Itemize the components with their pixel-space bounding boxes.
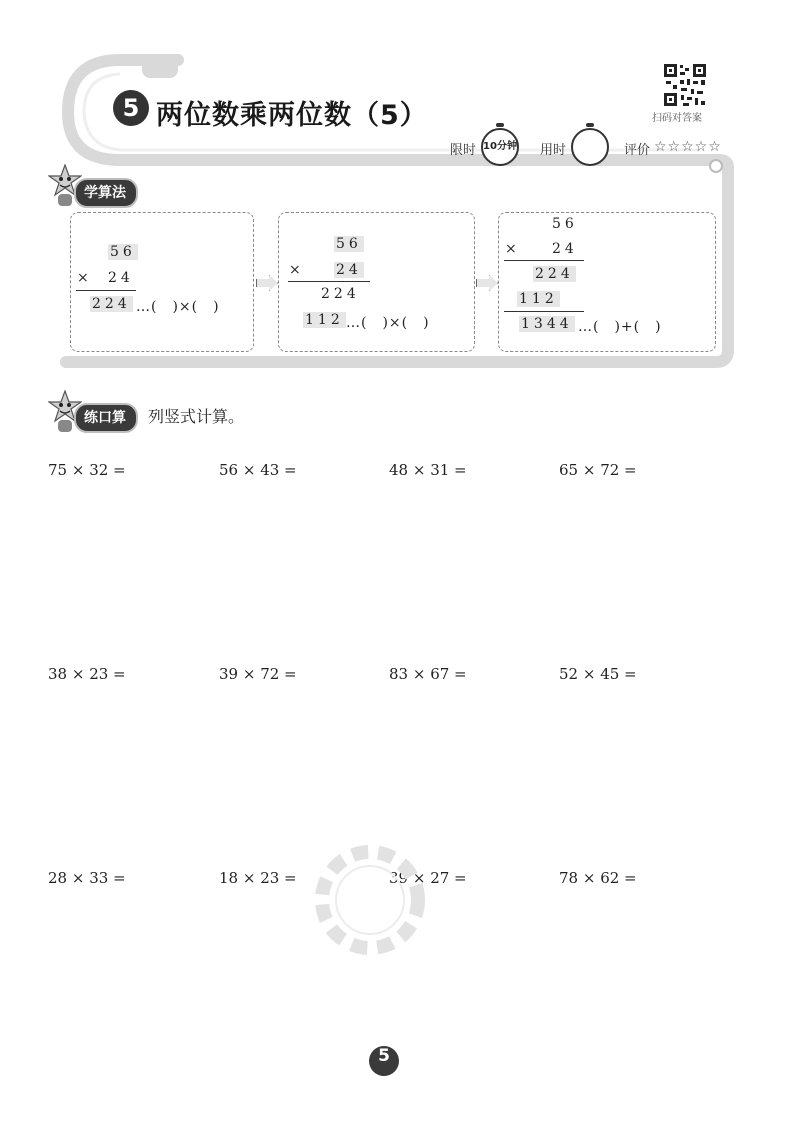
fill-blank-2[interactable]: …( )×( ) <box>346 315 430 331</box>
page-number: 5 <box>369 1046 399 1076</box>
problem-9[interactable]: 28 × 33 = <box>48 869 126 887</box>
watermark-stamp <box>300 830 440 970</box>
times-sign: × <box>289 262 305 278</box>
time-limit-clock: 10分钟 <box>481 128 519 166</box>
problem-5[interactable]: 38 × 23 = <box>48 665 126 683</box>
sum-line <box>76 290 136 291</box>
section-badge-practice: 练口算 <box>74 403 138 433</box>
product-1344: 1344 <box>521 316 573 332</box>
partial-product-112: 112 <box>519 291 558 307</box>
lesson-number-badge: 5 <box>113 90 149 126</box>
sum-line <box>504 260 584 261</box>
partial-product-224: 224 <box>535 266 574 282</box>
times-sign: × <box>77 270 93 286</box>
problem-6[interactable]: 39 × 72 = <box>219 665 297 683</box>
page-title: 两位数乘两位数（5） <box>156 100 428 131</box>
multiplier: 24 <box>552 241 578 257</box>
rating-label: 评价 <box>624 143 651 158</box>
sum-line <box>504 311 584 312</box>
problem-2[interactable]: 56 × 43 = <box>219 461 297 479</box>
problem-4[interactable]: 65 × 72 = <box>559 461 637 479</box>
problem-8[interactable]: 52 × 45 = <box>559 665 637 683</box>
problem-12[interactable]: 78 × 62 = <box>559 869 637 887</box>
time-limit-label: 限时 <box>450 143 477 158</box>
partial-product-112: 112 <box>305 312 344 328</box>
sum-line <box>288 281 370 282</box>
problem-10[interactable]: 18 × 23 = <box>219 869 297 887</box>
problem-1[interactable]: 75 × 32 = <box>48 461 126 479</box>
section-badge-learn: 学算法 <box>74 178 138 208</box>
multiplicand: 56 <box>110 244 136 260</box>
method-box-step1 <box>70 212 254 352</box>
fill-blank-3[interactable]: …( )+( ) <box>578 319 662 335</box>
problem-3[interactable]: 48 × 31 = <box>389 461 467 479</box>
multiplier: 24 <box>336 262 362 278</box>
instruction-text: 列竖式计算。 <box>148 407 245 426</box>
multiplier: 24 <box>108 270 134 286</box>
fill-blank-1[interactable]: …( )×( ) <box>136 299 220 315</box>
multiplicand: 56 <box>552 216 578 232</box>
times-sign: × <box>505 241 521 257</box>
problem-7[interactable]: 83 × 67 = <box>389 665 467 683</box>
qr-code-icon[interactable] <box>663 63 707 107</box>
rating-stars[interactable]: ☆☆☆☆☆ <box>654 139 722 155</box>
qr-caption: 扫码对答案 <box>652 113 702 124</box>
multiplicand: 56 <box>336 236 362 252</box>
time-used-clock[interactable] <box>571 128 609 166</box>
partial-product-224: 224 <box>92 296 131 312</box>
problem-11[interactable]: 39 × 27 = <box>389 869 467 887</box>
partial-product-224: 224 <box>321 286 360 302</box>
time-used-label: 用时 <box>540 143 567 158</box>
